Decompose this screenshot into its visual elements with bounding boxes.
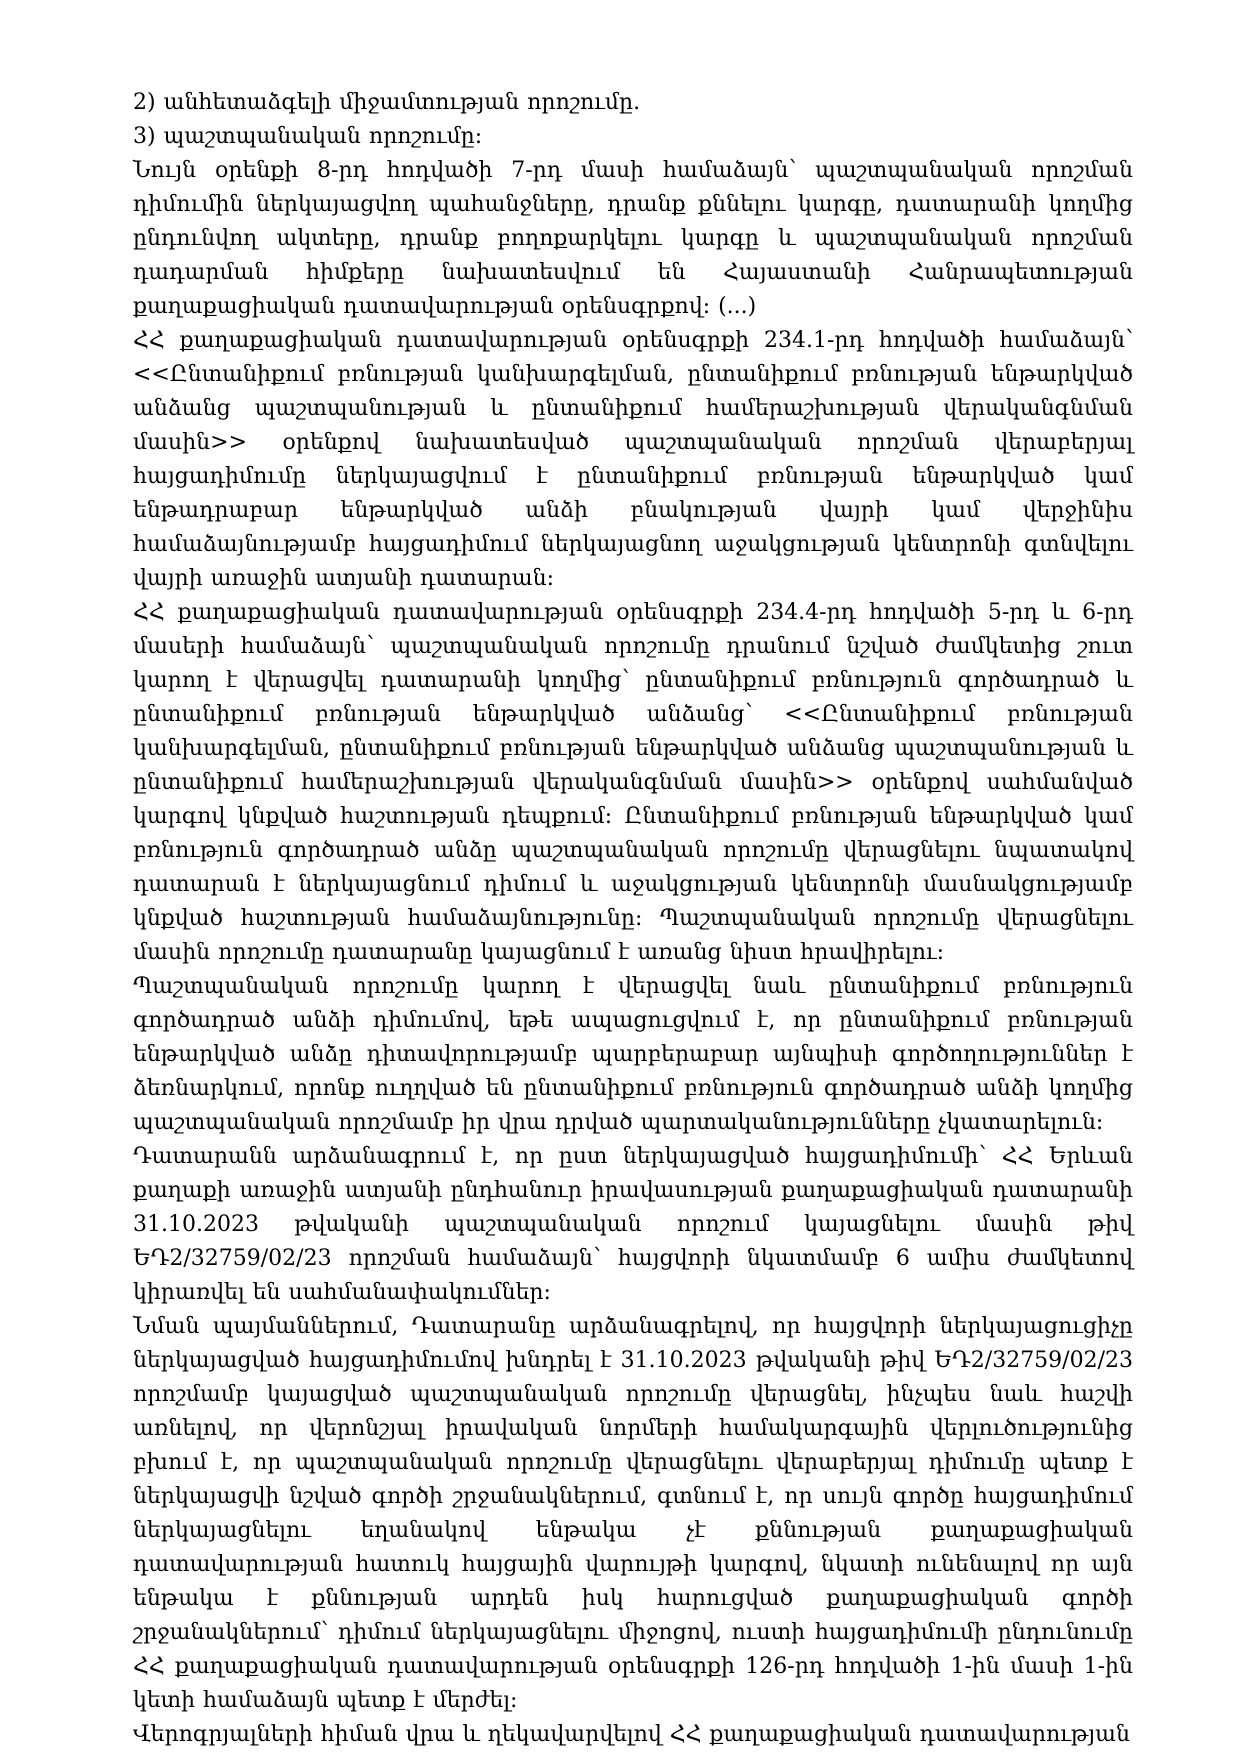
paragraph-civil-code-article-234-1: ՀՀ քաղաքացիական դատավարության օրենսգրքի 234.1-րդ հոդվածի համաձայն՝ <<Ընտանիքում բռնության կանխարգելման, ընտանիքում բռնության ենթարկված անձանց պաշտպանության և ընտանիքում համերաշխության վերականգնման մասին>> օրենքով նախատեսված պաշտպանական որոշման վերաբերյալ հայցադիմումը ներկայացվում է ընտանիքում բռնության ենթարկված կամ ենթադրաբար ենթարկված անձի բնակության վայրի կամ վերջինիս համաձայնությամբ հայցադիմում ներկայացնող աջակցության կենտրոնի գտնվելու վայրի առաջին ատյանի դատարան: <box>133 328 1133 591</box>
list-item-urgent-intervention-decision: 2) անհետաձգելի միջամտության որոշումը. <box>133 90 641 115</box>
document-text-block <box>133 86 1133 1752</box>
paragraph-civil-code-article-234-4: ՀՀ քաղաքացիական դատավարության օրենսգրքի 234.4-րդ հոդվածի 5-րդ և 6-րդ մասերի համաձայն՝ պաշտպանական որոշումը դրանում նշված ժամկետից շուտ կարող է վերացվել դատարանի կողմից՝ ընտանիքում բռնություն գործադրած և ընտանիքում բռնության ենթարկված անձանց՝ <<Ընտանիքում բռնության կանխարգելման, ընտանիքում բռնության ենթարկված անձանց պաշտպանության և ընտանիքում համերաշխության վերականգնման մասին>> օրենքով սահմանված կարգով կնքված հաշտության դեպքում: Ընտանիքում բռնության ենթարկված կամ բռնություն գործադրած անձը պաշտպանական որոշումը վերացնելու նպատակով դատարան է ներկայացնում դիմում և աջակցության կենտրոնի մասնակցությամբ կնքված հաշտության համաձայնությունը: Պաշտպանական որոշումը վերացնելու մասին որոշումը դատարանը կայացնում է առանց նիստ հրավիրելու: <box>133 600 1133 965</box>
paragraph-law-article-8-part-7: Նույն օրենքի 8-րդ հոդվածի 7-րդ մասի համաձայն՝ պաշտպանական որոշման դիմումին ներկայացվող պահանջները, դրանք քննելու կարգը, դատարանի կողմից ընդունվող ակտերը, դրանք բողոքարկելու կարգը և պաշտպանական որոշման դադարման հիմքերը նախատեսվում են Հայաստանի Հանրապետության քաղաքացիական դատավարության օրենսգրքով: (...) <box>133 158 1133 319</box>
paragraph-court-record: Դատարանն արձանագրում է, որ ըստ ներկայացված հայցադիմումի՝ ՀՀ Երևան քաղաքի առաջին ատյանի ընդհանուր իրավասության քաղաքացիական դատարանի 31.10.2023 թվականի պաշտպանական որոշում կայացնելու մասին թիվ ԵԴ2/32759/02/23 որոշման համաձայն՝ հայցվորի նկատմամբ 6 ամիս ժամկետով կիրառվել են սահմանափակումներ: <box>133 1144 1133 1305</box>
paragraph-court-conclusion: Նման պայմաններում, Դատարանը արձանագրելով, որ հայցվորի ներկայացուցիչը ներկայացված հայցադիմումով խնդրել է 31.10.2023 թվականի թիվ ԵԴ2/32759/02/23 որոշմամբ կայացված պաշտպանական որոշումը վերացնել, ինչպես նաև հաշվի առնելով, որ վերոնշյալ իրավական նորմերի համակարգային վերլուծությունից բխում է, որ պաշտպանական որոշումը վերացնելու վերաբերյալ դիմումը պետք է ներկայացվի նշված գործի շրջանակներում, գտնում է, որ սույն գործը հայցադիմում ներկայացնելու եղանակով ենթակա չէ քննության քաղաքացիական դատավարության հատուկ հայցային վարույթի կարգով, նկատի ունենալով որ այն ենթակա է քննության արդեն իսկ հարուցված քաղաքացիական գործի շրջանակներում՝ դիմում ներկայացնելու միջոցով, ուստի հայցադիմումի ընդունումը ՀՀ քաղաքացիական դատավարության օրենսգրքի 126-րդ հոդվածի 1-ին մասի 1-ին կետի համաձայն պետք է մերժել: <box>133 1314 1133 1713</box>
list-item-protective-decision: 3) պաշտպանական որոշումը: <box>133 124 483 149</box>
paragraph-protective-decision-revocation: Պաշտպանական որոշումը կարող է վերացվել նաև ընտանիքում բռնություն գործադրած անձի դիմումով, եթե ապացուցվում է, որ ընտանիքում բռնության ենթարկված անձը դիտավորությամբ պարբերաբար այնպիսի գործողություններ է ձեռնարկում, որոնք ուղղված են ընտանիքում բռնություն գործադրած անձի կողմից պաշտպանական որոշմամբ իր վրա դրված պարտականությունները չկատարելուն: <box>133 974 1133 1135</box>
paragraph-closing-line: Վերոգրյալների հիման վրա և ղեկավարվելով ՀՀ քաղաքացիական դատավարության <box>133 1722 1130 1747</box>
